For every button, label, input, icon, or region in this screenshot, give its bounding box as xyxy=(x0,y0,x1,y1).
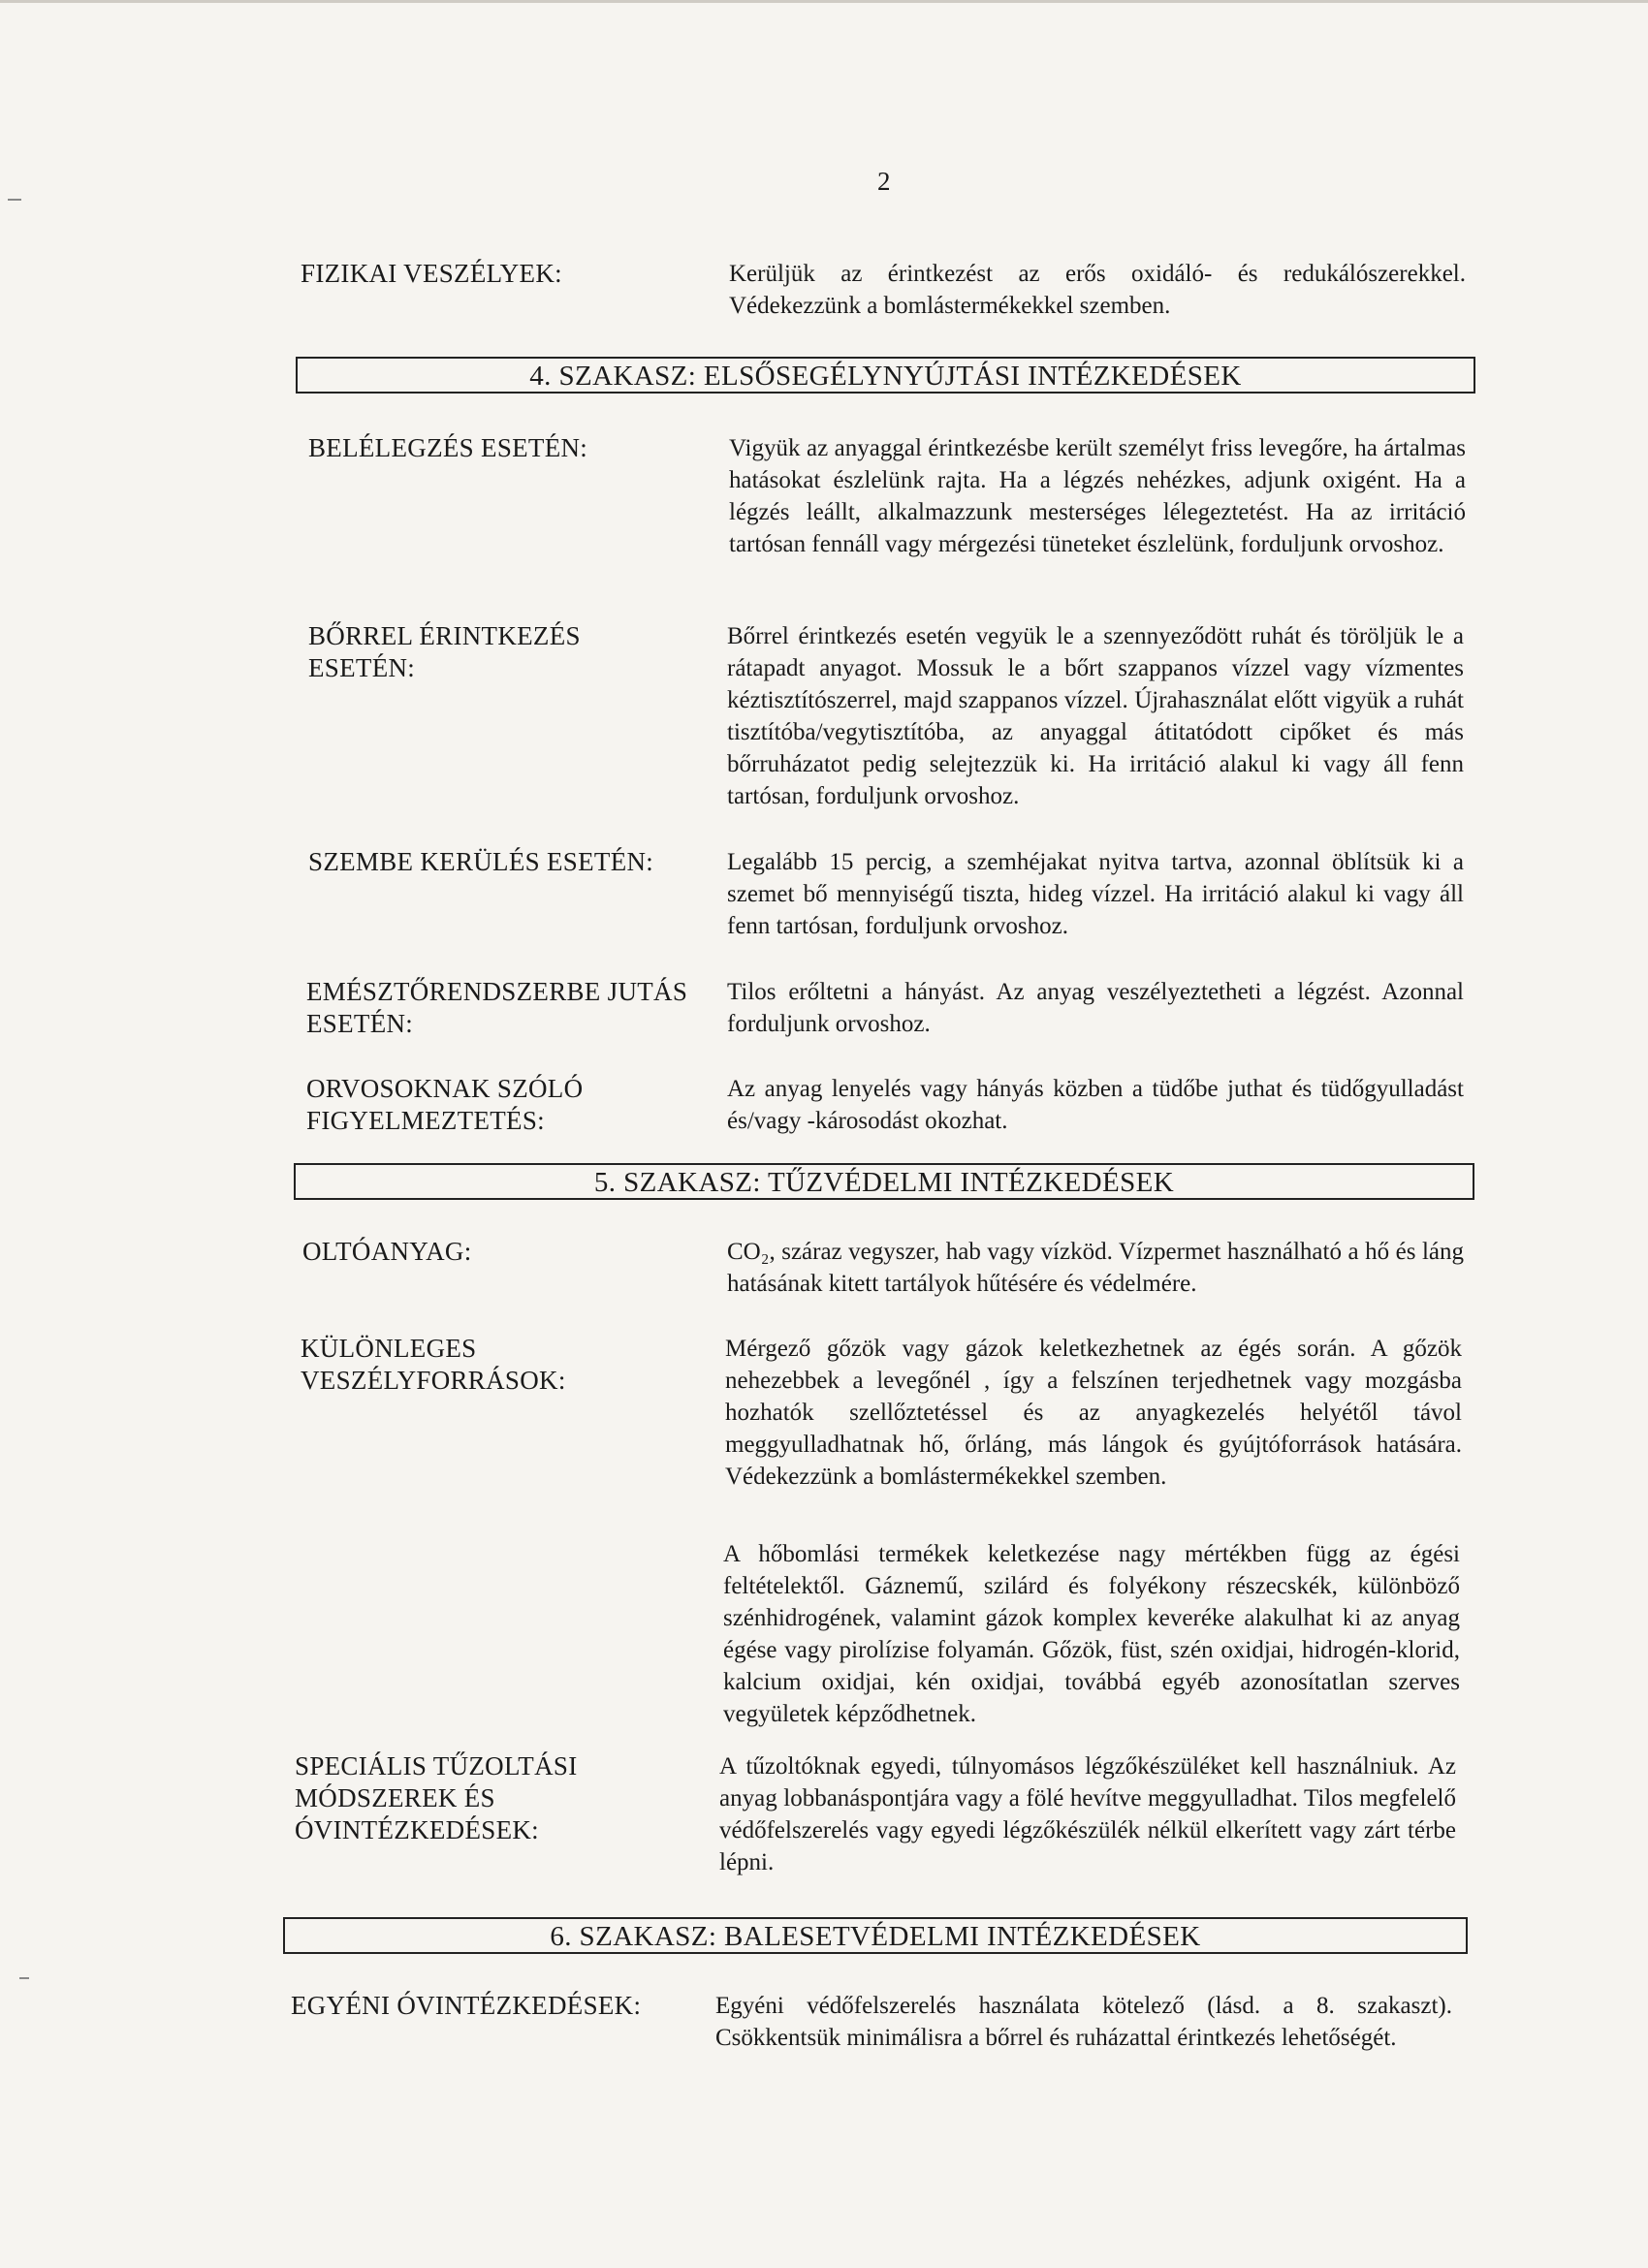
scan-mark xyxy=(19,1977,29,1979)
entry-text: Az anyag lenyelés vagy hányás közben a tüdőbe juthat és tüdőgyulladást és/vagy -károsodást okozhat. xyxy=(727,1076,1464,1134)
scan-mark xyxy=(8,199,21,201)
entry-text: Vigyük az anyaggal érintkezésbe került személyt friss levegőre, ha ártalmas hatásokat észlelünk rajta. Ha a légzés nehézkes, adjunk oxigént. Ha a légzés leállt, alkalmazzunk mesterséges lélegeztetést. Ha az irritáció tartósan fennáll vagy mérgezési tüneteket észlelünk, forduljunk orvoshoz. xyxy=(729,435,1466,557)
page-number: 2 xyxy=(877,167,891,196)
entry-text: Mérgező gőzök vagy gázok keletkezhetnek az égés során. A gőzök nehezebbek a levegőnél , így a felszínen terjedhetnek vagy mozgásba hozhatók szellőztetéssel és az anyagkezelés helyétől távol meggyulladhatnak hő, őrláng, más lángok és gyújtóforrások hatására. Védekezzünk a bomlástermékekkel szemben. xyxy=(725,1336,1462,1490)
section-header-6: 6. SZAKASZ: BALESETVÉDELMI INTÉZKEDÉSEK xyxy=(283,1917,1468,1954)
entry-label: KÜLÖNLEGES VESZÉLYFORRÁSOK: xyxy=(301,1334,566,1395)
entry-label: SPECIÁLIS TŰZOLTÁSI MÓDSZEREK ÉS ÓVINTÉZKEDÉSEK: xyxy=(295,1751,578,1844)
entry-label: BŐRREL ÉRINTKEZÉS ESETÉN: xyxy=(308,621,581,682)
entry-text: A tűzoltóknak egyedi, túlnyomásos légzőkészüléket kell használniuk. Az anyag lobbanáspontjára vagy a fölé hevítve meggyulladhat. Tilos megfelelő védőfelszerelés vagy egyedi légzőkészülék nélkül elkerített vagy zárt térbe lépni. xyxy=(719,1753,1456,1875)
entry-label: BELÉLEGZÉS ESETÉN: xyxy=(308,433,588,462)
entry-text-continued: A hőbomlási termékek keletkezése nagy mértékben függ az égési feltételektől. Gáznemű, szilárd és folyékony részecskék, különböző szénhidrogének, valamint gázok komplex keveréke alakulhat ki az anyag égése vagy pirolízise folyamán. Gőzök, füst, szén oxidjai, hidrogén-klorid, kalcium oxidjai, kén oxidjai, továbbá egyéb azonosítatlan szerves vegyületek képződhetnek. xyxy=(723,1541,1460,1727)
entry-label: FIZIKAI VESZÉLYEK: xyxy=(301,259,562,288)
entry-text: Kerüljük az érintkezést az erős oxidáló- és redukálószerekkel. Védekezzünk a bomlástermékekkel szemben. xyxy=(729,261,1466,319)
entry-label: EGYÉNI ÓVINTÉZKEDÉSEK: xyxy=(291,1991,642,2020)
entry-label: EMÉSZTŐRENDSZERBE JUTÁS ESETÉN: xyxy=(306,977,688,1038)
entry-text: Egyéni védőfelszerelés használata kötelező (lásd. a 8. szakaszt). Csökkentsük minimálisra a bőrrel és ruházattal érintkezés lehetőségét. xyxy=(715,1993,1452,2051)
entry-label: OLTÓANYAG: xyxy=(302,1237,472,1266)
entry-label: ORVOSOKNAK SZÓLÓ FIGYELMEZTETÉS: xyxy=(306,1074,584,1135)
entry-text: CO₂, száraz vegyszer, hab vagy vízköd. Vízpermet használható a hő és láng hatásának kitett tartályok hűtésére és védelmére. xyxy=(727,1239,1464,1297)
scan-mark xyxy=(0,0,1648,3)
entry-text: Legalább 15 percig, a szemhéjakat nyitva tartva, azonnal öblítsük ki a szemet bő mennyiségű tiszta, hideg vízzel. Ha irritáció alakul ki vagy áll fenn tartósan, forduljunk orvoshoz. xyxy=(727,849,1464,939)
entry-text: Bőrrel érintkezés esetén vegyük le a szennyeződött ruhát és töröljük le a rátapadt anyagot. Mossuk le a bőrt szappanos vízzel vagy vízmentes kéztisztítószerrel, majd szappanos vízzel. Újrahasználat előtt vigyük a ruhát tisztítóba/vegytisztítóba, az anyaggal átitatódott cipőket és más bőrruházatot pedig selejtezzük ki. Ha irritáció alakul ki vagy áll fenn tartósan, forduljunk orvoshoz. xyxy=(727,623,1464,809)
section-header-5: 5. SZAKASZ: TŰZVÉDELMI INTÉZKEDÉSEK xyxy=(294,1163,1474,1200)
section-header-4: 4. SZAKASZ: ELSŐSEGÉLYNYÚJTÁSI INTÉZKEDÉSEK xyxy=(296,357,1475,394)
entry-label: SZEMBE KERÜLÉS ESETÉN: xyxy=(308,847,654,876)
entry-text: Tilos erőltetni a hányást. Az anyag veszélyeztetheti a légzést. Azonnal forduljunk orvoshoz. xyxy=(727,979,1464,1037)
